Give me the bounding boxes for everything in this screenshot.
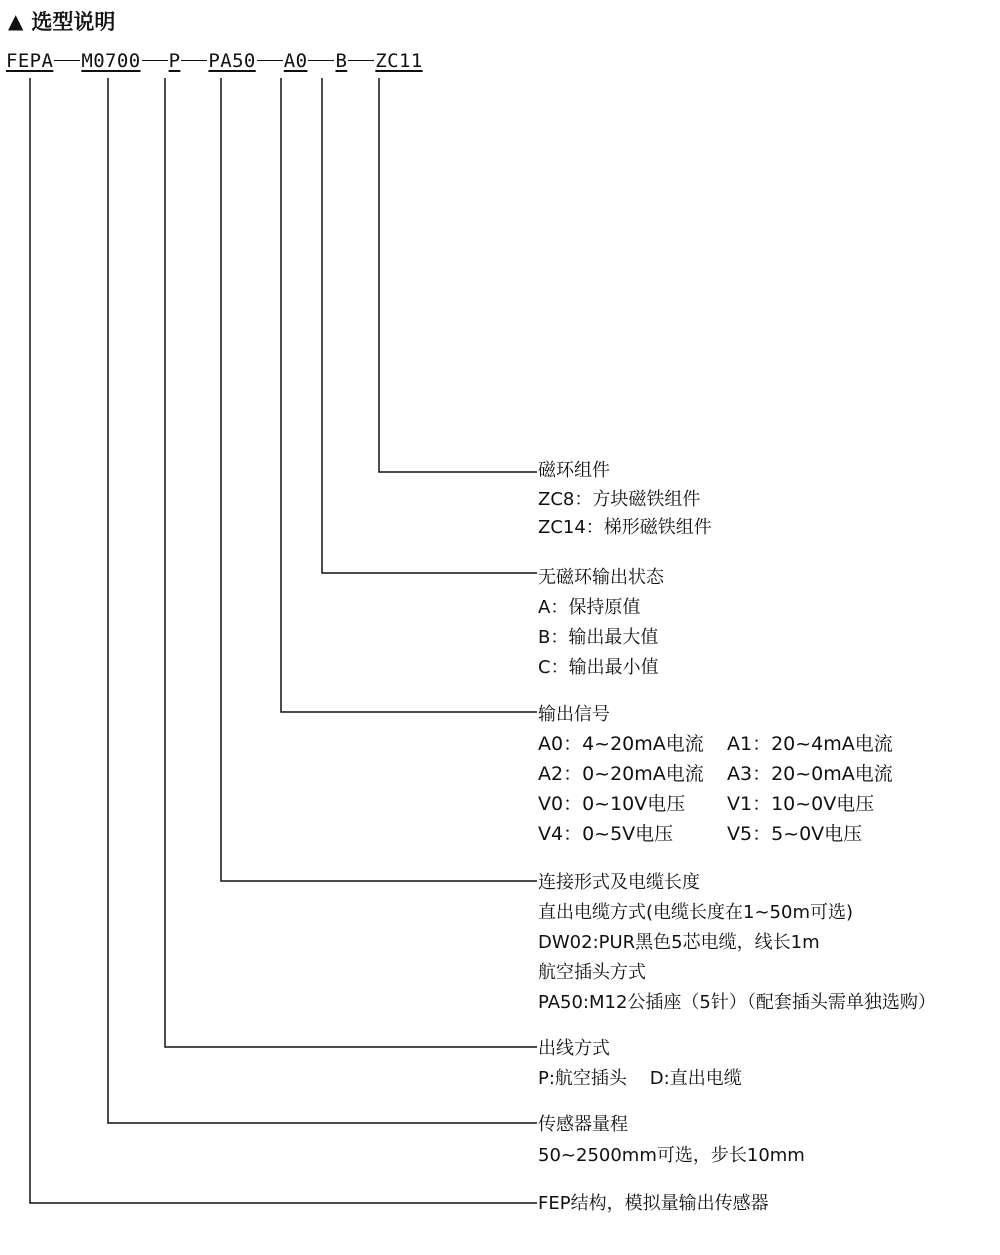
outlet-option: P:航空插头 D:直出电缆: [538, 1068, 742, 1089]
title-text: 选型说明: [31, 10, 116, 34]
code-segment-connection: PA50: [208, 50, 256, 72]
signal-option: A3：20~0mA电流: [727, 763, 893, 785]
signal-option: V1：10~0V电压: [727, 793, 875, 815]
connection-option: PA50:M12公插座（5针）（配套插头需单独选购）: [538, 992, 936, 1013]
code-segment-signal: A0: [283, 50, 308, 72]
signal-option: V0：0~10V电压: [538, 793, 686, 815]
signal-heading: 输出信号: [538, 704, 610, 725]
magnet-option: ZC14：梯形磁铁组件: [538, 517, 712, 538]
connector-state: [322, 78, 537, 573]
signal-option: V5：5~0V电压: [727, 823, 863, 845]
connector-signal: [281, 78, 537, 712]
code-segment-magnet: ZC11: [375, 50, 423, 72]
outlet-heading: 出线方式: [538, 1038, 610, 1059]
connection-option: 直出电缆方式(电缆长度在1~50m可选): [538, 902, 854, 923]
connector-magnet: [379, 78, 537, 472]
code-segment-fepa: FEPA: [6, 50, 54, 72]
connection-option: 航空插头方式: [538, 962, 646, 983]
connection-option: DW02:PUR黑色5芯电缆，线长1m: [538, 932, 820, 953]
triangle-up-icon: ▲: [8, 9, 24, 33]
magnet-heading: 磁环组件: [538, 460, 610, 481]
signal-option: V4：0~5V电压: [538, 823, 674, 845]
state-option: A：保持原值: [538, 597, 641, 618]
state-option: B：输出最大值: [538, 627, 659, 648]
range-heading: 传感器量程: [538, 1114, 628, 1135]
connector-structure: [30, 78, 537, 1203]
structure-heading: FEP结构，模拟量输出传感器: [538, 1193, 769, 1214]
state-heading: 无磁环输出状态: [538, 567, 664, 588]
signal-option: A2：0~20mA电流: [538, 763, 704, 785]
signal-option: A1：20~4mA电流: [727, 733, 893, 755]
signal-option: A0：4~20mA电流: [538, 733, 704, 755]
code-segment-range: M0700: [81, 50, 141, 72]
connection-heading: 连接形式及电缆长度: [538, 872, 700, 893]
code-segment-outlet: P: [168, 50, 181, 72]
range-option: 50~2500mm可选，步长10mm: [538, 1145, 805, 1166]
magnet-option: ZC8：方块磁铁组件: [538, 489, 701, 510]
state-option: C：输出最小值: [538, 657, 659, 678]
code-segment-state: B: [335, 50, 348, 72]
